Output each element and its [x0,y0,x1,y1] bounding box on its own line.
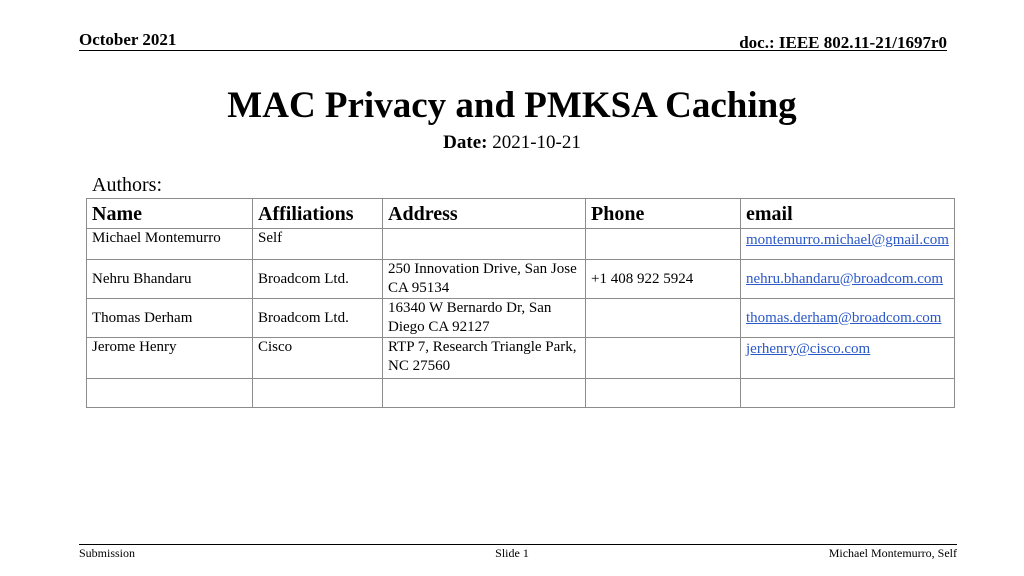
header-name: Name [87,199,253,229]
author-name: Jerome Henry [87,338,253,379]
author-email-link[interactable]: nehru.bhandaru@broadcom.com [746,270,944,287]
author-phone [586,379,741,408]
author-address [383,379,586,408]
date-line [0,131,1024,155]
author-email-cell [741,338,955,379]
header-phone: Phone [586,199,741,229]
table-row [87,260,955,299]
author-phone [586,338,741,379]
header-divider [79,50,947,51]
author-phone [586,229,741,260]
footer-author: Michael Montemurro, Self [828,546,957,560]
table-header-row [87,199,955,229]
author-affiliation: Broadcom Ltd. [253,299,383,338]
author-phone [586,299,741,338]
table-row [87,299,955,338]
slide-title: MAC Privacy and PMKSA Caching [227,85,797,126]
table-row [87,379,955,408]
authors-label: Authors: [92,174,162,196]
author-email-link[interactable]: montemurro.michael@gmail.com [746,232,949,248]
author-email-link[interactable]: jerhenry@cisco.com [746,341,871,357]
author-affiliation [253,379,383,408]
author-affiliation: Broadcom Ltd. [253,260,383,299]
header-address: Address [383,199,586,229]
author-email-link[interactable]: thomas.derham@broadcom.com [746,309,942,326]
author-address: 250 Innovation Drive, San Jose CA 95134 [383,260,586,299]
header-date: October 2021 [79,30,177,49]
table-row [87,229,955,260]
author-address: 16340 W Bernardo Dr, San Diego CA 92127 [383,299,586,338]
author-email-cell [741,229,955,260]
footer-slide-number: Slide 1 [495,546,529,560]
author-name: Nehru Bhandaru [87,260,253,299]
author-affiliation: Self [253,229,383,260]
header-affiliations: Affiliations [253,199,383,229]
table-row [87,338,955,379]
header-doc-id: doc.: IEEE 802.11-21/1697r0 [739,33,947,52]
author-name: Michael Montemurro [87,229,253,260]
author-address: RTP 7, Research Triangle Park, NC 27560 [383,338,586,379]
author-email-cell [741,299,955,338]
author-name: Thomas Derham [87,299,253,338]
date-value: 2021-10-21 [492,132,581,153]
author-address [383,229,586,260]
footer-divider [79,544,957,545]
author-phone: +1 408 922 5924 [586,260,741,299]
author-email-cell [741,379,955,408]
authors-table [86,198,955,408]
header-email: email [741,199,955,229]
author-email-cell [741,260,955,299]
footer-submission: Submission [79,546,136,560]
author-name [87,379,253,408]
author-affiliation: Cisco [253,338,383,379]
date-label: Date: [443,132,488,153]
